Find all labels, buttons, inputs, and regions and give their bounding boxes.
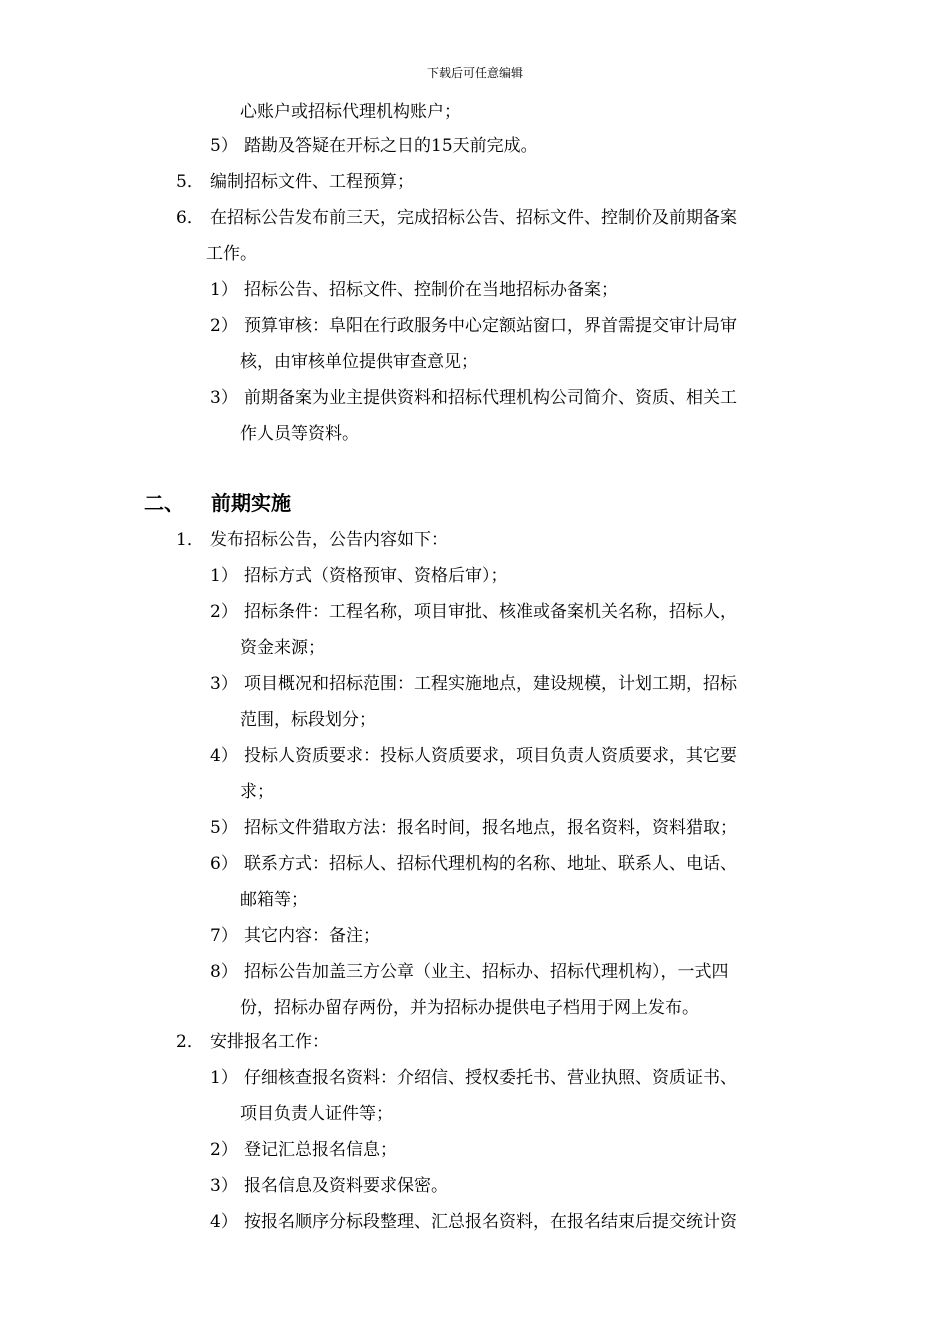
line-text: 按报名顺序分标段整理、汇总报名资料，在报名结束后提交统计资 xyxy=(244,1212,737,1232)
line-text: 仔细核查报名资料：介绍信、授权委托书、营业执照、资质证书、 xyxy=(244,1068,737,1088)
list-item xyxy=(210,387,737,409)
item-number: 1． xyxy=(176,530,204,550)
line-text: 项目概况和招标范围：工程实施地点，建设规模，计划工期，招标 xyxy=(244,674,737,694)
line-text: 安排报名工作： xyxy=(210,1032,329,1052)
line-text: 求； xyxy=(240,782,274,802)
line-text: 工作。 xyxy=(206,244,257,264)
list-item-continuation xyxy=(240,351,478,373)
item-number: 4） xyxy=(210,746,238,766)
item-number: 1） xyxy=(210,566,238,586)
line-text: 项目负责人证件等； xyxy=(240,1104,393,1124)
line-text: 份，招标办留存两份，并为招标办提供电子档用于网上发布。 xyxy=(240,998,699,1018)
line-text: 编制招标文件、工程预算； xyxy=(210,172,414,192)
item-number: 5） xyxy=(210,136,238,156)
list-item-continuation xyxy=(240,101,461,123)
item-number: 3） xyxy=(210,388,238,408)
line-text: 踏勘及答疑在开标之日的15天前完成。 xyxy=(244,136,538,156)
item-number: 2） xyxy=(210,1140,238,1160)
item-number: 2． xyxy=(176,1032,204,1052)
list-item-continuation xyxy=(240,889,308,911)
list-item-continuation xyxy=(240,781,274,803)
line-text: 邮箱等； xyxy=(240,890,308,910)
list-item-continuation xyxy=(240,637,325,659)
list-item xyxy=(210,279,618,301)
line-text: 招标公告加盖三方公章（业主、招标办、招标代理机构），一式四 xyxy=(244,962,729,982)
item-number: 3） xyxy=(210,1176,238,1196)
line-text: 其它内容：备注； xyxy=(244,926,380,946)
line-text: 招标方式（资格预审、资格后审）； xyxy=(244,566,508,586)
line-text: 发布招标公告，公告内容如下： xyxy=(210,530,448,550)
line-text: 核，由审核单位提供审查意见； xyxy=(240,352,478,372)
list-item xyxy=(210,315,737,337)
list-item xyxy=(210,961,729,983)
section-number: 二、 xyxy=(144,491,184,515)
list-item xyxy=(210,925,380,947)
list-item xyxy=(176,1031,329,1053)
list-item-continuation xyxy=(240,1103,393,1125)
list-item xyxy=(210,601,737,623)
list-item xyxy=(210,1067,737,1089)
list-item xyxy=(176,529,448,551)
item-number: 1） xyxy=(210,280,238,300)
list-item xyxy=(210,1139,397,1161)
list-item xyxy=(176,171,414,193)
list-item-continuation xyxy=(240,709,376,731)
line-text: 招标条件：工程名称，项目审批、核准或备案机关名称，招标人， xyxy=(244,602,737,622)
item-number: 8） xyxy=(210,962,238,982)
item-number: 2） xyxy=(210,602,238,622)
list-item-continuation xyxy=(240,997,699,1019)
item-number: 5） xyxy=(210,818,238,838)
line-text: 前期备案为业主提供资料和招标代理机构公司简介、资质、相关工 xyxy=(244,388,737,408)
item-number: 7） xyxy=(210,926,238,946)
list-item-continuation xyxy=(206,243,257,265)
line-text: 招标文件猎取方法：报名时间，报名地点，报名资料，资料猎取； xyxy=(244,818,737,838)
list-item xyxy=(210,817,737,839)
item-number: 3） xyxy=(210,674,238,694)
list-item xyxy=(210,853,737,875)
line-text: 联系方式：招标人、招标代理机构的名称、地址、联系人、电话、 xyxy=(244,854,737,874)
line-text: 作人员等资料。 xyxy=(240,424,359,444)
section-heading xyxy=(144,490,291,516)
list-item xyxy=(176,207,737,229)
item-number: 5． xyxy=(176,172,204,192)
line-text: 招标公告、招标文件、控制价在当地招标办备案； xyxy=(244,280,618,300)
list-item xyxy=(210,673,737,695)
line-text: 报名信息及资料要求保密。 xyxy=(244,1176,448,1196)
list-item xyxy=(210,1175,448,1197)
line-text: 在招标公告发布前三天，完成招标公告、招标文件、控制价及前期备案 xyxy=(210,208,737,228)
item-number: 6） xyxy=(210,854,238,874)
item-number: 4） xyxy=(210,1212,238,1232)
line-text: 投标人资质要求：投标人资质要求，项目负责人资质要求，其它要 xyxy=(244,746,737,766)
item-number: 2） xyxy=(210,316,238,336)
line-text: 心账户或招标代理机构账户； xyxy=(240,102,461,122)
list-item xyxy=(210,135,538,157)
page-header: 下载后可任意编辑 xyxy=(426,66,523,80)
list-item xyxy=(210,1211,737,1233)
line-text: 预算审核：阜阳在行政服务中心定额站窗口，界首需提交审计局审 xyxy=(244,316,737,336)
list-item xyxy=(210,565,508,587)
line-text: 资金来源； xyxy=(240,638,325,658)
line-text: 范围，标段划分； xyxy=(240,710,376,730)
item-number: 6． xyxy=(176,208,204,228)
list-item xyxy=(210,745,737,767)
section-title: 前期实施 xyxy=(211,491,291,515)
item-number: 1） xyxy=(210,1068,238,1088)
line-text: 登记汇总报名信息； xyxy=(244,1140,397,1160)
list-item-continuation xyxy=(240,423,359,445)
